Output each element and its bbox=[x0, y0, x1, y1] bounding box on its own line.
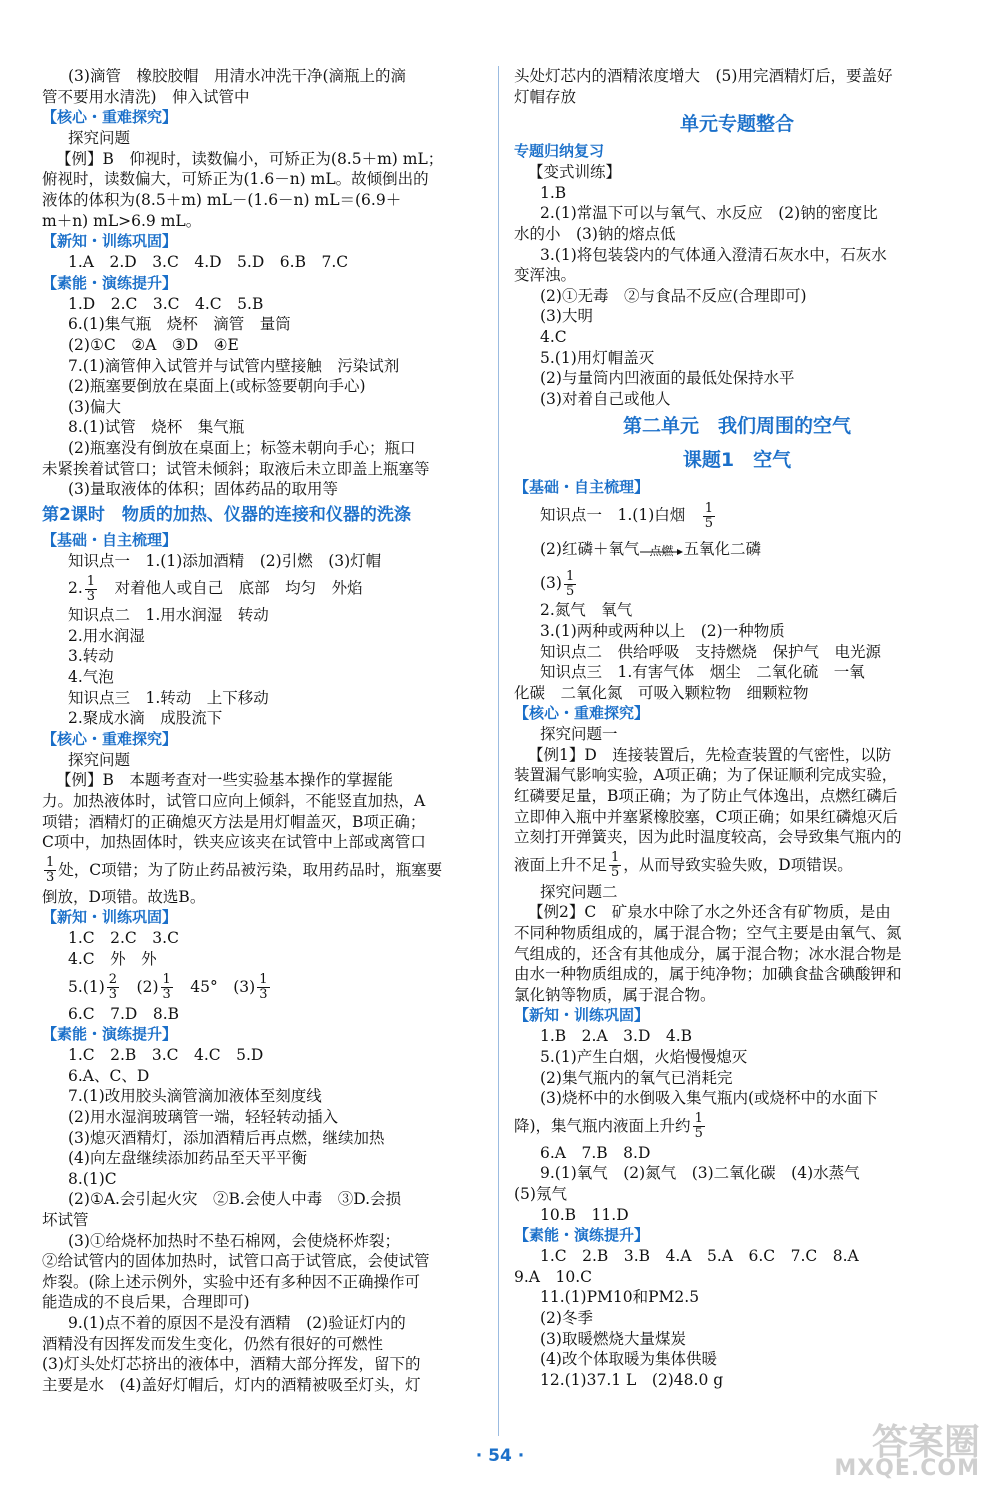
text-line bbox=[514, 964, 960, 985]
text-run: (4)向左盘继续添加药品至天平平衡 bbox=[68, 1149, 307, 1168]
text-run: 第二单元 我们周围的空气 bbox=[622, 415, 851, 438]
text-line bbox=[514, 443, 960, 477]
text-run: 灯帽存放 bbox=[514, 87, 577, 106]
text-line bbox=[42, 551, 482, 572]
text-run: 2. bbox=[68, 579, 83, 598]
text-run: 管不要用水清洗) 伸入试管中 bbox=[42, 87, 250, 106]
text-line bbox=[42, 1148, 482, 1169]
text-run: 知识点一 1.(1)白烟 bbox=[540, 506, 701, 525]
text-run: 变浑浊。 bbox=[514, 266, 577, 285]
text-run: 头处灯芯内的酒精浓度增大 (5)用完酒精灯后，要盖好 bbox=[514, 67, 893, 85]
text-line bbox=[514, 1205, 960, 1226]
text-run: ②给试管内的固体加热时，试管口高于试管底，会使试管 bbox=[42, 1252, 430, 1271]
text-line bbox=[42, 832, 482, 853]
text-line bbox=[42, 1210, 482, 1231]
text-run: 五氧化二磷 bbox=[683, 540, 761, 559]
text-line bbox=[514, 1026, 960, 1047]
text-line bbox=[514, 1088, 960, 1109]
text-run: 【基础・自主梳理】 bbox=[42, 530, 178, 549]
text-run: 由水一种物质组成的，属于纯净物；加碘食盐含碘酸钾和 bbox=[514, 965, 902, 984]
text-run: 水的小 (3)钠的熔点低 bbox=[514, 224, 676, 243]
text-run: (3) bbox=[540, 574, 562, 593]
text-run: 45° (3) bbox=[174, 977, 256, 996]
text-line bbox=[514, 703, 960, 724]
fraction-denominator: 3 bbox=[259, 987, 268, 1003]
text-run: 6.A 7.B 8.D bbox=[540, 1143, 651, 1162]
text-line bbox=[42, 1169, 482, 1190]
text-line bbox=[42, 970, 482, 1004]
fraction-denominator: 3 bbox=[108, 987, 118, 1003]
text-run: (3)取暖燃烧大量煤炭 bbox=[540, 1329, 686, 1348]
text-run: 【核心・重难探究】 bbox=[514, 704, 650, 723]
text-line bbox=[514, 786, 960, 807]
text-run: (2)瓶塞要倒放在桌面上(或标签要朝向手心) bbox=[68, 377, 366, 396]
text-line bbox=[42, 1292, 482, 1313]
fraction bbox=[564, 570, 576, 599]
text-line bbox=[514, 1267, 960, 1288]
text-line bbox=[514, 1287, 960, 1308]
text-run: 2.用水润湿 bbox=[68, 626, 145, 645]
text-line bbox=[42, 1231, 482, 1252]
text-line bbox=[42, 667, 482, 688]
text-run: 4.C bbox=[540, 327, 567, 346]
text-line bbox=[42, 66, 482, 87]
reaction-condition: 点燃 bbox=[649, 544, 674, 559]
text-run: 5.(1)用灯帽盖灭 bbox=[540, 348, 655, 367]
text-run: 【变式训练】 bbox=[528, 163, 622, 182]
text-line bbox=[514, 141, 960, 162]
text-run: (2)①无毒 ②与食品不反应(合理即可) bbox=[540, 286, 807, 305]
text-run: 装置漏气影响实验，A项正确；为了保证顺利完成实验， bbox=[514, 766, 898, 785]
text-line bbox=[42, 626, 482, 647]
text-line bbox=[42, 169, 482, 190]
text-line bbox=[42, 1272, 482, 1293]
text-line bbox=[42, 314, 482, 335]
text-line bbox=[42, 397, 482, 418]
text-line bbox=[514, 683, 960, 704]
text-run: 氯化钠等物质，属于混合物。 bbox=[514, 985, 716, 1004]
fraction-denominator: 5 bbox=[704, 515, 714, 531]
text-line bbox=[514, 1047, 960, 1068]
text-line bbox=[42, 335, 482, 356]
text-line bbox=[514, 807, 960, 828]
text-line bbox=[42, 1004, 482, 1025]
text-line bbox=[514, 724, 960, 745]
text-line bbox=[42, 605, 482, 626]
text-line bbox=[514, 245, 960, 266]
text-run: ，从而导致实验失败，D项错误。 bbox=[623, 855, 853, 874]
text-run: 探究问题 bbox=[68, 750, 131, 769]
text-run: (2)①C ②A ③D ④E bbox=[68, 335, 239, 354]
text-line bbox=[514, 1246, 960, 1267]
text-run: 俯视时，读数偏大，可矫正为(1.6－n) mL。故倾倒出的 bbox=[42, 170, 429, 189]
text-run: (3)灯头处灯芯挤出的液体中，酒精大部分挥发，留下的 bbox=[42, 1355, 421, 1374]
text-run: 3.转动 bbox=[68, 647, 114, 666]
text-run: 2.氮气 氧气 bbox=[540, 601, 633, 620]
text-run: 专题归纳复习 bbox=[514, 142, 605, 161]
text-run: 【例2】C 矿泉水中除了水之外还含有矿物质，是由 bbox=[528, 903, 891, 922]
text-run: 【素能・演练提升】 bbox=[42, 1025, 178, 1044]
text-line bbox=[514, 306, 960, 327]
text-line bbox=[42, 479, 482, 500]
text-line bbox=[514, 348, 960, 369]
text-run: (2)用水湿润玻璃管一端，轻轻转动插入 bbox=[68, 1107, 338, 1126]
text-run: (2)瓶塞没有倒放在桌面上；标签未朝向手心；瓶口 bbox=[68, 438, 416, 457]
text-run: 第2课时 物质的加热、仪器的连接和仪器的洗涤 bbox=[42, 504, 411, 525]
text-line bbox=[514, 162, 960, 183]
text-line bbox=[514, 1184, 960, 1205]
text-run: 6.(1)集气瓶 烧杯 滴管 量筒 bbox=[68, 315, 291, 334]
text-line bbox=[42, 356, 482, 377]
text-run: 2.聚成水滴 成股流下 bbox=[68, 709, 223, 728]
text-run: 探究问题一 bbox=[540, 725, 618, 744]
text-run: 9.A 10.C bbox=[514, 1267, 592, 1286]
text-run: 力。加热液体时，试管口应向上倾斜，不能竖直加热，A bbox=[42, 792, 426, 811]
text-run: 主要是水 (4)盖好灯帽后，灯内的酒精被吸至灯头，灯 bbox=[42, 1375, 421, 1394]
text-run: 5.(1)产生白烟，火焰慢慢熄灭 bbox=[540, 1048, 748, 1066]
text-line bbox=[42, 1107, 482, 1128]
text-line bbox=[42, 438, 482, 459]
text-run: 探究问题二 bbox=[540, 882, 618, 901]
fraction-denominator: 5 bbox=[611, 865, 620, 881]
text-run: 【新知・训练巩固】 bbox=[42, 232, 178, 251]
watermark-url: MXQE.COM bbox=[834, 1456, 980, 1481]
text-line bbox=[42, 1024, 482, 1045]
text-line bbox=[42, 750, 482, 771]
text-run: 7.(1)改用胶头滴管滴加液体至刻度线 bbox=[68, 1087, 322, 1106]
text-line bbox=[42, 252, 482, 273]
text-run: 【素能・演练提升】 bbox=[514, 1226, 650, 1245]
text-line bbox=[514, 827, 960, 848]
text-run: 【例】B 本题考查对一些实验基本操作的掌握能 bbox=[56, 771, 393, 790]
text-line bbox=[42, 1251, 482, 1272]
fraction-denominator: 3 bbox=[86, 588, 96, 604]
left-column bbox=[42, 66, 482, 1395]
text-line bbox=[514, 409, 960, 443]
text-run: 1.C 2.B 3.C 4.C 5.D bbox=[68, 1046, 264, 1065]
fraction-numerator: 1 bbox=[162, 972, 171, 988]
watermark-logo bbox=[810, 1414, 980, 1484]
text-line bbox=[514, 642, 960, 663]
text-run: 5.(1) bbox=[68, 977, 105, 996]
text-run: 项错；酒精灯的正确熄灭方法是用灯帽盖灭，B项正确； bbox=[42, 812, 426, 831]
text-line bbox=[42, 231, 482, 252]
text-line bbox=[514, 882, 960, 903]
text-line bbox=[514, 566, 960, 600]
text-line bbox=[42, 459, 482, 480]
fraction-numerator: 1 bbox=[86, 573, 96, 589]
text-line bbox=[42, 1354, 482, 1375]
fraction bbox=[44, 856, 56, 885]
text-run: 9.(1)氧气 (2)氮气 (3)二氧化碳 (4)水蒸气 bbox=[540, 1164, 860, 1183]
text-run: (3)滴管 橡胶胶帽 用清水冲洗干净(滴瓶上的滴 bbox=[68, 67, 407, 85]
text-run: 化碳 二氧化氮 可吸入颗粒物 细颗粒物 bbox=[514, 683, 809, 702]
text-line bbox=[514, 765, 960, 786]
text-line bbox=[514, 183, 960, 204]
text-run: 红磷要足量，B项正确；为了防止气体逸出，点燃红磷后 bbox=[514, 787, 898, 806]
fraction-denominator: 5 bbox=[565, 583, 575, 599]
text-run: (3)对着自己或他人 bbox=[540, 389, 671, 408]
text-line bbox=[514, 1068, 960, 1089]
text-line bbox=[514, 944, 960, 965]
text-run: 酒精没有因挥发而发生变化，仍然有很好的可燃性 bbox=[42, 1334, 384, 1353]
text-line bbox=[42, 770, 482, 791]
text-run: 8.(1)C bbox=[68, 1169, 117, 1188]
text-run: 7.(1)滴管伸入试管并与试管内壁接触 污染试剂 bbox=[68, 356, 400, 375]
text-run: 8.(1)试管 烧杯 集气瓶 bbox=[68, 418, 245, 437]
text-run: 4.气泡 bbox=[68, 668, 114, 687]
text-line bbox=[42, 273, 482, 294]
text-line bbox=[42, 1128, 482, 1149]
text-line bbox=[42, 128, 482, 149]
text-run: 12.(1)37.1 L (2)48.0 g bbox=[540, 1370, 724, 1389]
text-line bbox=[42, 571, 482, 605]
text-line bbox=[514, 107, 960, 141]
text-run: 3.(1)将包装袋内的气体通入澄清石灰水中，石灰水 bbox=[540, 245, 887, 264]
text-run: 【基础・自主梳理】 bbox=[514, 478, 650, 497]
text-line bbox=[514, 477, 960, 498]
text-run: (2)与量筒内凹液面的最低处保持水平 bbox=[540, 369, 795, 388]
text-line bbox=[514, 1005, 960, 1026]
text-line bbox=[514, 66, 960, 87]
text-line bbox=[42, 812, 482, 833]
text-line bbox=[514, 923, 960, 944]
text-run: 能造成的不良后果，合理即可) bbox=[42, 1293, 250, 1312]
text-run: 【核心・重难探究】 bbox=[42, 729, 178, 748]
fraction-numerator: 1 bbox=[611, 850, 620, 866]
text-run: 11.(1)PM10和PM2.5 bbox=[540, 1288, 700, 1307]
text-line bbox=[514, 286, 960, 307]
watermark-text: 答案圈 bbox=[871, 1422, 980, 1463]
text-line bbox=[42, 530, 482, 551]
fraction-numerator: 2 bbox=[108, 972, 118, 988]
text-run: 处，C项错；为了防止药品被污染，取用药品时，瓶塞要 bbox=[58, 860, 443, 879]
fraction-numerator: 1 bbox=[704, 500, 714, 516]
text-run: 10.B 11.D bbox=[540, 1205, 629, 1224]
text-line bbox=[42, 853, 482, 887]
text-line bbox=[514, 1143, 960, 1164]
text-line bbox=[42, 1375, 482, 1396]
text-run: 1.C 2.C 3.C bbox=[68, 929, 179, 948]
fraction-denominator: 5 bbox=[694, 1126, 703, 1142]
text-line bbox=[514, 1370, 960, 1391]
text-run: 气组成的，还含有其他成分，属于混合物；冰水混合物是 bbox=[514, 944, 902, 963]
text-run: (5)氖气 bbox=[514, 1184, 567, 1203]
text-run: 课题1 空气 bbox=[682, 449, 792, 472]
text-line bbox=[514, 389, 960, 410]
text-run: (2)冬季 bbox=[540, 1308, 593, 1327]
text-run: C项中，加热固体时，铁夹应该夹在试管中上部或离管口 bbox=[42, 833, 426, 852]
fraction-denominator: 3 bbox=[46, 870, 55, 886]
text-run: (3)熄灭酒精灯，添加酒精后再点燃，继续加热 bbox=[68, 1128, 385, 1147]
text-line bbox=[42, 729, 482, 750]
text-line bbox=[42, 211, 482, 232]
text-run: 降)，集气瓶内液面上升约 bbox=[514, 1116, 691, 1135]
text-run: 【新知・训练巩固】 bbox=[514, 1006, 650, 1025]
arrow-line bbox=[639, 549, 683, 555]
fraction bbox=[257, 973, 269, 1002]
text-line bbox=[42, 907, 482, 928]
text-run: 对着他人或自己 底部 均匀 外焰 bbox=[99, 579, 363, 598]
column-divider bbox=[498, 66, 499, 1436]
text-run: 立即伸入瓶中并塞紧橡胶塞，C项正确；如果红磷熄灭后 bbox=[514, 807, 898, 826]
text-line bbox=[514, 1225, 960, 1246]
text-line bbox=[42, 887, 482, 908]
text-line bbox=[514, 600, 960, 621]
text-line bbox=[514, 1308, 960, 1329]
text-run: 【素能・演练提升】 bbox=[42, 273, 178, 292]
fraction bbox=[107, 973, 119, 1002]
text-line bbox=[42, 417, 482, 438]
text-line bbox=[514, 368, 960, 389]
text-run: 炸裂。(除上述示例外，实验中还有多种因不正确操作可 bbox=[42, 1272, 421, 1291]
text-line bbox=[42, 646, 482, 667]
text-run: 单元专题整合 bbox=[679, 113, 794, 136]
text-line bbox=[514, 327, 960, 348]
text-run: m＋n) mL>6.9 mL。 bbox=[42, 211, 202, 230]
text-run: 6.C 7.D 8.B bbox=[68, 1004, 180, 1023]
text-run: (3)偏大 bbox=[68, 397, 121, 416]
text-line bbox=[42, 928, 482, 949]
page-number: · 54 · bbox=[475, 1446, 525, 1466]
text-line bbox=[42, 107, 482, 128]
text-line bbox=[42, 688, 482, 709]
text-run: 【例1】D 连接装置后，先检查装置的气密性，以防 bbox=[528, 745, 892, 764]
text-run: (2)红磷＋氧气 bbox=[540, 540, 640, 559]
text-run: (3)烧杯中的水倒吸入集气瓶内(或烧杯中的水面下 bbox=[540, 1089, 879, 1108]
text-run: (2) bbox=[121, 977, 159, 996]
text-line bbox=[514, 902, 960, 923]
text-line bbox=[514, 1349, 960, 1370]
text-run: 知识点三 1.转动 上下移动 bbox=[68, 688, 269, 707]
text-run: 9.(1)点不着的原因不是没有酒精 (2)验证灯内的 bbox=[68, 1313, 406, 1332]
text-run: 知识点一 1.(1)添加酒精 (2)引燃 (3)灯帽 bbox=[68, 551, 382, 570]
text-line bbox=[42, 1334, 482, 1355]
text-line bbox=[42, 708, 482, 729]
text-line bbox=[514, 745, 960, 766]
text-line bbox=[42, 1066, 482, 1087]
text-run: 液面上升不足 bbox=[514, 855, 608, 874]
text-line bbox=[514, 1109, 960, 1143]
fraction-numerator: 1 bbox=[259, 972, 268, 988]
text-run: 知识点二 1.用水润湿 转动 bbox=[68, 606, 269, 625]
text-run: (3)量取液体的体积；固体药品的取用等 bbox=[68, 480, 338, 499]
text-run: 2.(1)常温下可以与氧气、水反应 (2)钠的密度比 bbox=[540, 204, 878, 223]
text-run: 坏试管 bbox=[42, 1210, 89, 1229]
text-run: 未紧挨着试管口；试管未倾斜；取液后未立即盖上瓶塞等 bbox=[42, 459, 430, 478]
text-line bbox=[514, 87, 960, 108]
text-line bbox=[42, 949, 482, 970]
text-line bbox=[514, 224, 960, 245]
text-run: 3.(1)两种或两种以上 (2)一种物质 bbox=[540, 621, 785, 640]
text-run: (4)改个体取暖为集体供暖 bbox=[540, 1350, 717, 1369]
text-run: 知识点三 1.有害气体 烟尘 二氧化硫 一氧 bbox=[540, 663, 865, 682]
text-line bbox=[42, 376, 482, 397]
text-line bbox=[514, 532, 960, 566]
fraction bbox=[161, 973, 173, 1002]
fraction-numerator: 1 bbox=[694, 1111, 703, 1127]
text-run: (3)大明 bbox=[540, 307, 593, 326]
fraction bbox=[703, 502, 715, 531]
text-line bbox=[514, 498, 960, 532]
fraction-denominator: 3 bbox=[162, 987, 171, 1003]
text-run: 立刻打开弹簧夹，因为此时温度较高，会导致集气瓶内的 bbox=[514, 828, 902, 847]
fraction bbox=[85, 575, 97, 604]
text-line bbox=[514, 662, 960, 683]
text-line bbox=[42, 149, 482, 170]
fraction-numerator: 1 bbox=[46, 855, 55, 871]
text-line bbox=[42, 1045, 482, 1066]
fraction bbox=[609, 851, 621, 880]
text-line bbox=[42, 1189, 482, 1210]
text-run: 1.A 2.D 3.C 4.D 5.D 6.B 7.C bbox=[68, 253, 349, 272]
text-line bbox=[42, 791, 482, 812]
fraction bbox=[693, 1112, 705, 1141]
text-line bbox=[42, 500, 482, 530]
text-line bbox=[42, 1313, 482, 1334]
reaction-arrow-icon bbox=[639, 540, 683, 560]
text-line bbox=[514, 1329, 960, 1350]
text-line bbox=[42, 87, 482, 108]
text-run: 倒放，D项错。故选B。 bbox=[42, 887, 206, 906]
text-run: 1.C 2.B 3.B 4.A 5.A 6.C 7.C 8.A bbox=[540, 1247, 859, 1266]
text-run: 【例】B 仰视时，读数偏小，可矫正为(8.5＋m) mL； bbox=[56, 149, 444, 168]
text-line bbox=[514, 203, 960, 224]
text-line bbox=[514, 848, 960, 882]
text-run: 6.A、C、D bbox=[68, 1066, 150, 1085]
right-column bbox=[514, 66, 960, 1390]
text-run: (3)①给烧杯加热时不垫石棉网，会使烧杯炸裂； bbox=[68, 1231, 400, 1250]
text-line bbox=[42, 190, 482, 211]
text-run: 1.B bbox=[540, 183, 567, 202]
text-run: 【新知・训练巩固】 bbox=[42, 908, 178, 927]
text-run: 不同种物质组成的，属于混合物；空气主要是由氧气、氮 bbox=[514, 924, 902, 943]
text-run: 1.B 2.A 3.D 4.B bbox=[540, 1027, 693, 1046]
text-run: 液体的体积为(8.5＋m) mL－(1.6－n) mL＝(6.9＋ bbox=[42, 190, 402, 209]
text-line bbox=[42, 1086, 482, 1107]
text-run: 4.C 外 外 bbox=[68, 950, 157, 968]
text-run: 探究问题 bbox=[68, 129, 131, 148]
text-line bbox=[514, 621, 960, 642]
text-run: (2)①A.会引起火灾 ②B.会使人中毒 ③D.会损 bbox=[68, 1190, 402, 1209]
fraction-numerator: 1 bbox=[565, 568, 575, 584]
text-run: 1.D 2.C 3.C 4.C 5.B bbox=[68, 294, 264, 313]
text-line bbox=[514, 265, 960, 286]
text-run: (2)集气瓶内的氧气已消耗完 bbox=[540, 1068, 733, 1087]
text-line bbox=[514, 985, 960, 1006]
text-run: 【核心・重难探究】 bbox=[42, 108, 178, 127]
text-line bbox=[42, 294, 482, 315]
text-run: 知识点二 供给呼吸 支持燃烧 保护气 电光源 bbox=[540, 642, 882, 661]
text-line bbox=[514, 1163, 960, 1184]
